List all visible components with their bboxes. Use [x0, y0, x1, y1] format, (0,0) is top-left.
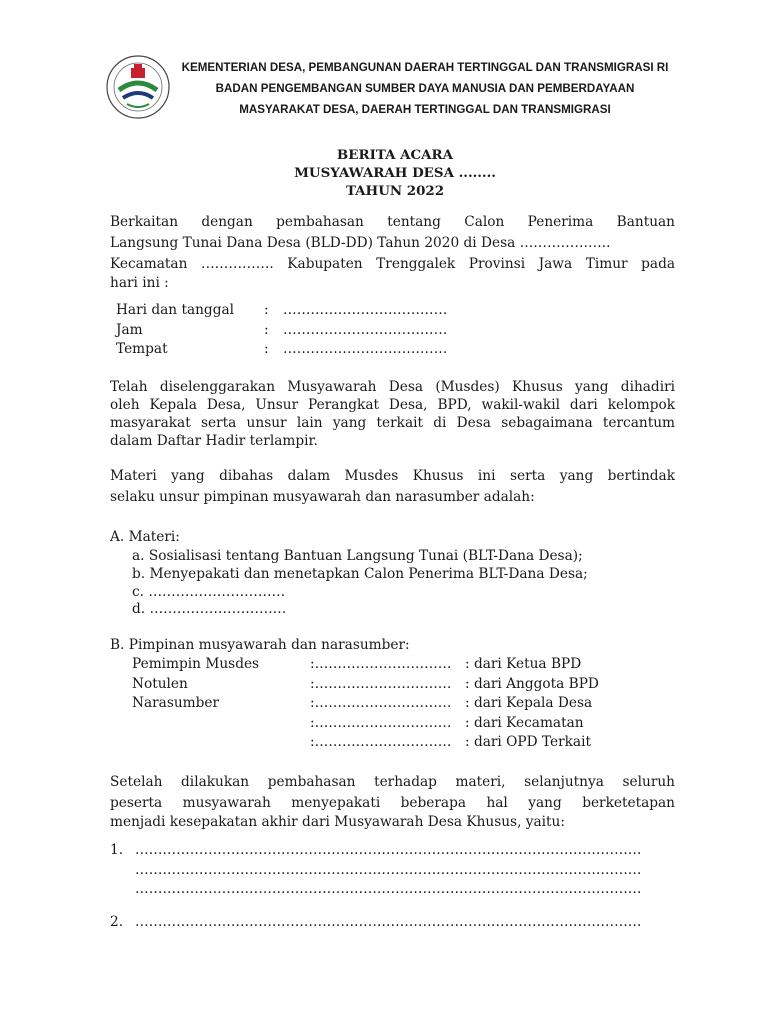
info-colon: :: [264, 302, 269, 318]
agreement-fill-line: …………………………………………………………………………………………………: [135, 842, 642, 858]
info-fill: ………………………………: [283, 322, 448, 338]
materi-item-d: d. …………………………: [132, 601, 287, 617]
para2-line-4: dalam Daftar Hadir terlampir.: [110, 433, 318, 449]
info-label: Jam: [116, 322, 143, 338]
pimpinan-fill: :…………………………: [310, 676, 452, 692]
materi-heading: A. Materi:: [110, 529, 180, 545]
header-line-1: KEMENTERIAN DESA, PEMBANGUNAN DAERAH TERTINGGAL DAN TRANSMIGRASI RI: [181, 61, 669, 74]
materi-item-c: c. …………………………: [132, 584, 286, 600]
materi-item-a: a. Sosialisasi tentang Bantuan Langsung Tunai (BLT-Dana Desa);: [132, 548, 583, 564]
agreement-number-2: 2.: [110, 914, 124, 930]
ministry-header: [160, 57, 690, 120]
info-colon: :: [264, 322, 269, 338]
para2-line-2: oleh Kepala Desa, Unsur Perangkat Desa, BPD, wakil-wakil dari kelompok: [110, 397, 675, 413]
title-line-2: MUSYAWARAH DESA ........: [294, 164, 496, 181]
pimpinan-heading: B. Pimpinan musyawarah dan narasumber:: [110, 637, 410, 653]
materi-item-b: b. Menyepakati dan menetapkan Calon Penerima BLT-Dana Desa;: [132, 566, 588, 582]
intro-line-1: Berkaitan dengan pembahasan tentang Calon Penerima Bantuan: [110, 214, 675, 230]
header-line-3: MASYARAKAT DESA, DAERAH TERTINGGAL DAN TRANSMIGRASI: [239, 103, 611, 116]
intro-line-3: Kecamatan ……………. Kabupaten Trenggalek Provinsi Jawa Timur pada: [110, 256, 675, 272]
agreement-number-1: 1.: [110, 842, 124, 858]
info-fill: ………………………………: [283, 341, 448, 357]
pimpinan-fill: :…………………………: [310, 695, 452, 711]
info-colon: :: [264, 341, 269, 357]
pimpinan-fill: :…………………………: [310, 656, 452, 672]
header-line-2: BADAN PENGEMBANGAN SUMBER DAYA MANUSIA DAN PEMBERDAYAAN: [215, 82, 635, 95]
agreement-fill-line: …………………………………………………………………………………………………: [135, 862, 642, 878]
pimpinan-origin: : dari Kepala Desa: [465, 695, 593, 711]
title-line-3: TAHUN 2022: [345, 182, 445, 199]
pimpinan-role: Pemimpin Musdes: [132, 656, 260, 672]
para4-line-2: peserta musyawarah menyepakati beberapa hal yang berketetapan: [110, 795, 675, 811]
pimpinan-fill: :…………………………: [310, 715, 452, 731]
para2-line-1: Telah diselenggarakan Musyawarah Desa (Musdes) Khusus yang dihadiri: [110, 379, 675, 395]
info-label: Hari dan tanggal: [116, 302, 234, 318]
agreement-fill-line: …………………………………………………………………………………………………: [135, 914, 642, 930]
para3-line-1: Materi yang dibahas dalam Musdes Khusus ini serta yang bertindak: [110, 468, 675, 484]
intro-line-4: hari ini :: [110, 275, 169, 291]
pimpinan-origin: : dari Ketua BPD: [465, 656, 582, 672]
pimpinan-fill: :…………………………: [310, 734, 452, 750]
pimpinan-origin: : dari Kecamatan: [465, 715, 584, 731]
para3-line-2: selaku unsur pimpinan musyawarah dan narasumber adalah:: [110, 489, 535, 505]
pimpinan-role: Notulen: [132, 676, 188, 692]
para4-line-1: Setelah dilakukan pembahasan terhadap materi, selanjutnya seluruh: [110, 774, 675, 790]
para2-line-3: masyarakat serta unsur lain yang terkait di Desa sebagaimana tercantum: [110, 415, 675, 431]
info-label: Tempat: [116, 341, 168, 357]
intro-line-2: Langsung Tunai Dana Desa (BLD-DD) Tahun 2020 di Desa ………………..: [110, 235, 611, 251]
pimpinan-origin: : dari Anggota BPD: [465, 676, 599, 692]
info-fill: ………………………………: [283, 302, 448, 318]
pimpinan-role: Narasumber: [132, 695, 220, 711]
para4-line-3: menjadi kesepakatan akhir dari Musyawarah Desa Khusus, yaitu:: [110, 814, 565, 830]
document-title: [0, 147, 768, 200]
agreement-fill-line: …………………………………………………………………………………………………: [135, 881, 642, 897]
pimpinan-origin: : dari OPD Terkait: [465, 734, 591, 750]
title-line-1: BERITA ACARA: [336, 147, 454, 163]
